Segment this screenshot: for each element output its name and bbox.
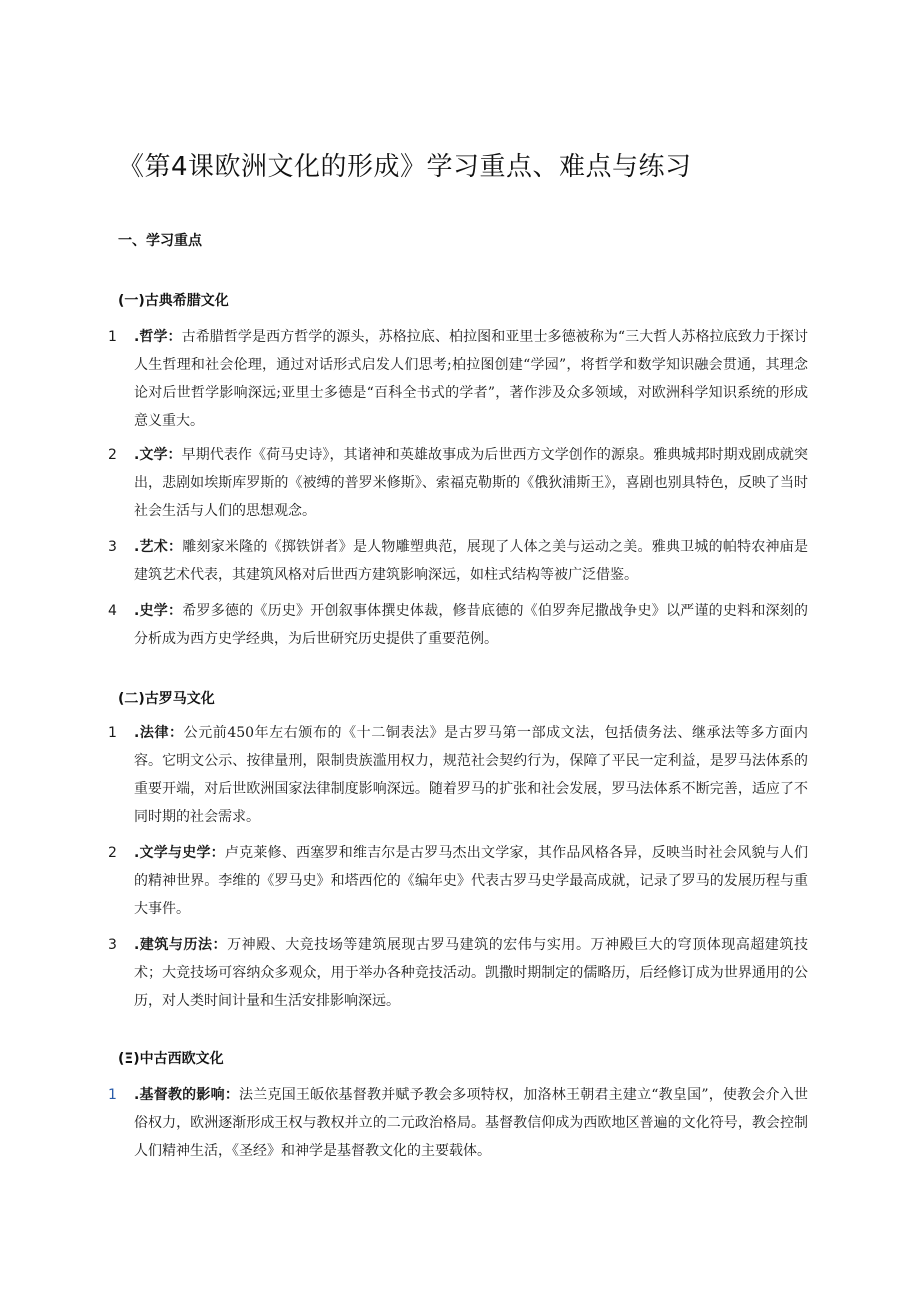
item-heading: .基督教的影响： bbox=[134, 1087, 240, 1103]
subsection-heading-greece: (一)古典希腊文化 bbox=[118, 293, 229, 309]
item-heading: .哲学： bbox=[134, 329, 182, 345]
item-number: 1 bbox=[108, 1087, 117, 1103]
item-number: 1 bbox=[108, 725, 117, 741]
item-number: 4 bbox=[108, 603, 117, 619]
item-text: 雕刻家米隆的《掷铁饼者》是人物雕塑典范，展现了人体之美与运动之美。雅典卫城的帕特农神庙是建筑艺术代表，其建筑风格对后世西方建筑影响深远，如柱式结构等被广泛借鉴。 bbox=[134, 539, 808, 583]
list-item bbox=[108, 719, 808, 831]
item-text: 公元前450年左右颁布的《十二铜表法》是古罗马第一部成文法，包括债务法、继承法等多方面内容。它明文公示、按律量刑，限制贵族滥用权力，规范社会契约行为，保障了平民一定利益，是罗马法体系的重要开端，对后世欧洲国家法律制度影响深远。随着罗马的扩张和社会发展，罗马法体系不断完善，适应了不同时期的社会需求。 bbox=[134, 725, 808, 825]
list-item bbox=[108, 533, 808, 589]
section-heading-key-points: 一、学习重点 bbox=[118, 233, 202, 249]
list-item bbox=[108, 441, 808, 525]
item-text: 法兰克国王皈依基督教并赋予教会多项特权，加洛林王朝君主建立“教皇国”，使教会介入世俗权力，欧洲逐渐形成王权与教权并立的二元政治格局。基督教信仰成为西欧地区普遍的文化符号，教会控制人们精神生活，《圣经》和神学是基督教文化的主要载体。 bbox=[134, 1087, 808, 1159]
item-heading: .文学： bbox=[134, 447, 182, 463]
item-text: 早期代表作《荷马史诗》，其诸神和英雄故事成为后世西方文学创作的源泉。雅典城邦时期戏剧成就突出，悲剧如埃斯库罗斯的《被缚的普罗米修斯》、索福克勒斯的《俄狄浦斯王》，喜剧也别具特色，反映了当时社会生活与人们的思想观念。 bbox=[134, 447, 808, 519]
item-number: 2 bbox=[108, 447, 117, 463]
item-text: 古希腊哲学是西方哲学的源头，苏格拉底、柏拉图和亚里士多德被称为“三大哲人苏格拉底致力于探讨人生哲理和社会伦理，通过对话形式启发人们思考;柏拉图创建“学园”，将哲学和数学知识融会贯通，其理念论对后世哲学影响深远;亚里士多德是“百科全书式的学者”，著作涉及众多领域，对欧洲科学知识系统的形成意义重大。 bbox=[134, 329, 809, 429]
item-number: 3 bbox=[108, 937, 117, 953]
page-title: 《第4课欧洲文化的形成》学习重点、难点与练习 bbox=[118, 152, 692, 182]
item-number: 1 bbox=[108, 329, 117, 345]
item-text: 希罗多德的《历史》开创叙事体撰史体裁，修昔底德的《伯罗奔尼撒战争史》以严谨的史料和深刻的分析成为西方史学经典，为后世研究历史提供了重要范例。 bbox=[134, 603, 808, 647]
list-item bbox=[108, 839, 808, 923]
item-number: 2 bbox=[108, 845, 117, 861]
item-heading: .艺术： bbox=[134, 539, 183, 555]
item-heading: .建筑与历法： bbox=[134, 937, 228, 953]
item-text: 卢克莱修、西塞罗和维吉尔是古罗马杰出文学家，其作品风格各异，反映当时社会风貌与人们的精神世界。李维的《罗马史》和塔西佗的《编年史》代表古罗马史学最高成就，记录了罗马的发展历程与重大事件。 bbox=[134, 845, 809, 917]
subsection-heading-rome: (二)古罗马文化 bbox=[118, 691, 215, 707]
list-item bbox=[108, 931, 808, 1015]
list-item bbox=[108, 323, 808, 435]
subsection-heading-medieval: (Ξ)中古西欧文化 bbox=[118, 1051, 224, 1067]
item-heading: .法律： bbox=[134, 725, 184, 741]
item-number: 3 bbox=[108, 539, 117, 555]
item-heading: .文学与史学： bbox=[134, 845, 225, 861]
list-item bbox=[108, 1081, 808, 1165]
item-heading: .史学： bbox=[134, 603, 183, 619]
item-text: 万神殿、大竞技场等建筑展现古罗马建筑的宏伟与实用。万神殿巨大的穹顶体现高超建筑技术；大竞技场可容纳众多观众，用于举办各种竞技活动。凯撒时期制定的儒略历，后经修订成为世界通用的公历，对人类时间计量和生活安排影响深远。 bbox=[134, 937, 808, 1009]
list-item bbox=[108, 597, 808, 653]
